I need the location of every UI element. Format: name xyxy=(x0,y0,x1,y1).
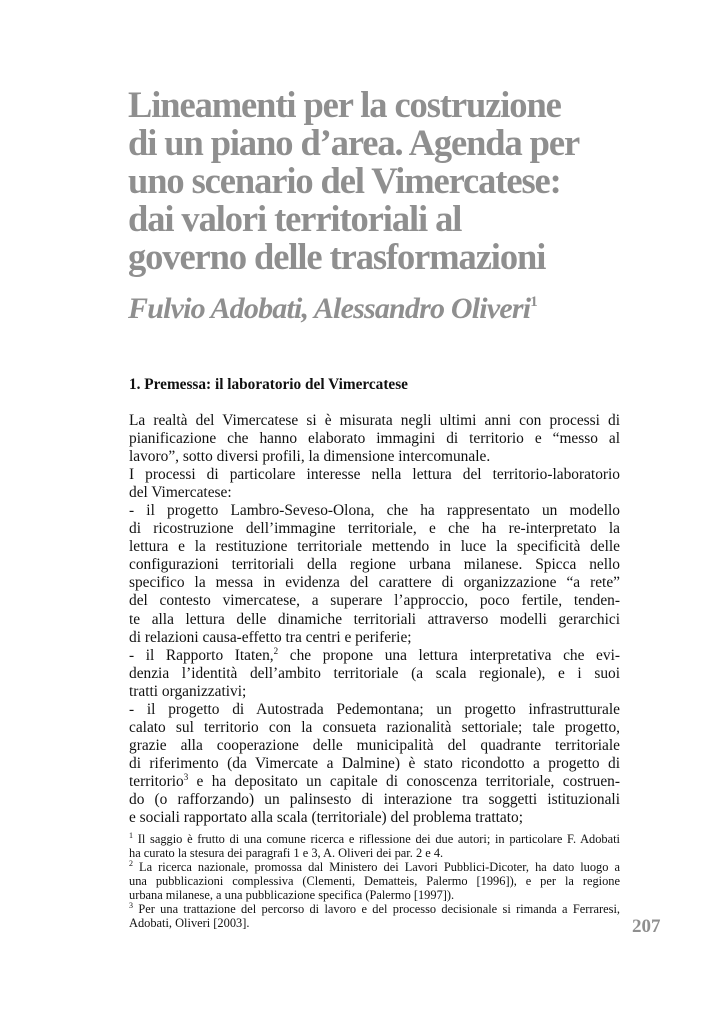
body-line: do (o rafforzando) un palinsesto di interazione tra soggetti istituzionali xyxy=(129,790,620,808)
body-line: tratti organizzativi; xyxy=(129,682,247,700)
body-line: specifico la messa in evidenza del carattere di organizzazione “a rete” xyxy=(129,574,620,592)
body-line: lettura e la restituzione territoriale mettendo in luce la specificità delle xyxy=(129,538,620,556)
footnote-line: urbana milanese, a una pubblicazione specifica (Palermo [1997]). xyxy=(129,888,455,903)
body-line xyxy=(129,773,620,791)
section-heading: 1. Premessa: il laboratorio del Vimercatese xyxy=(129,376,408,393)
body-line: denzia l’identità dell’ambito territoriale (a scala regionale), e i suoi xyxy=(129,664,620,682)
footnote-mark: 2 xyxy=(129,859,133,869)
article-authors xyxy=(128,285,538,326)
title-line: Lineamenti per la costruzione xyxy=(128,84,561,125)
footnote-text: Il saggio è frutto di una comune ricerca e riflessione dei due autori; in particolare F. Adobati xyxy=(133,832,620,846)
body-text xyxy=(129,412,620,827)
footnote-ref: 3 xyxy=(183,771,189,782)
body-line: di ricostruzione dell’immagine territoriale, e che ha re-interpretato la xyxy=(129,520,620,538)
body-line: grazie alla cooperazione delle municipalità del quadrante territoriale xyxy=(129,736,620,754)
article-title xyxy=(128,86,608,276)
body-line xyxy=(129,647,620,665)
footnote-text: La ricerca nazionale, promossa dal Ministero dei Lavori Pubblici-Dicoter, ha dato luogo a xyxy=(133,860,620,875)
body-line: I processi di particolare interesse nella lettura del territorio-laboratorio xyxy=(129,466,620,484)
footnote-mark: 3 xyxy=(129,901,133,911)
footnote-line xyxy=(129,832,620,846)
body-line-part: e ha depositato un capitale di conoscenza territoriale, costruen- xyxy=(188,772,620,790)
title-line: di un piano d’area. Agenda per xyxy=(128,122,580,163)
body-line: lavoro”, sotto diversi profili, la dimensione intercomunale. xyxy=(129,448,491,466)
title-line: dai valori territoriali al xyxy=(128,198,462,239)
body-line: di riferimento (da Vimercate a Dalmine) è stato ricondotto a progetto di xyxy=(129,754,620,772)
page-number: 207 xyxy=(632,916,661,937)
body-line: La realtà del Vimercatese si è misurata negli ultimi anni con processi di xyxy=(129,412,620,429)
body-line: di relazioni causa-effetto tra centri e periferie; xyxy=(129,628,412,646)
body-line: e sociali rapportato alla scala (territoriale) del problema trattato; xyxy=(129,809,523,827)
footnotes xyxy=(129,832,620,930)
footnote-mark: 1 xyxy=(129,831,133,840)
body-line: - il progetto Lambro-Seveso-Olona, che ha rappresentato un modello xyxy=(129,502,620,520)
body-line: configurazioni territoriali della regione urbana milanese. Spicca nello xyxy=(129,556,620,574)
footnote-line: una pubblicazioni complessiva (Clementi, Dematteis, Palermo [1996]), e per la regione xyxy=(129,874,620,889)
author-footnote-mark: 1 xyxy=(530,294,538,310)
footnote-line: Adobati, Oliveri [2003]. xyxy=(129,916,250,931)
body-line: del contesto vimercatese, a superare l’approccio, poco fertile, tenden- xyxy=(129,592,620,610)
footnote-line xyxy=(129,902,620,916)
body-line: te alla lettura delle dinamiche territoriali attraverso modelli gerarchici xyxy=(129,610,620,628)
title-line: uno scenario del Vimercatese: xyxy=(128,160,561,201)
title-line: governo delle trasformazioni xyxy=(128,236,546,277)
author-names: Fulvio Adobati, Alessandro Oliveri xyxy=(128,292,531,325)
footnote-line: ha curato la stesura dei paragrafi 1 e 3, A. Oliveri dei par. 2 e 4. xyxy=(129,846,444,861)
footnote-ref: 2 xyxy=(273,645,279,656)
body-line-part: - il Rapporto Itaten, xyxy=(129,646,274,664)
body-line-part: territorio xyxy=(129,772,184,790)
body-line-part: che propone una lettura interpretativa che evi- xyxy=(278,646,620,664)
body-line: calato sul territorio con la consueta razionalità settoriale; tale progetto, xyxy=(129,718,620,736)
body-line: del Vimercatese: xyxy=(129,484,232,502)
footnote-line xyxy=(129,860,620,874)
body-line: - il progetto di Autostrada Pedemontana; un progetto infrastrutturale xyxy=(129,700,620,718)
body-line: pianificazione che hanno elaborato immagini di territorio e “messo al xyxy=(129,430,620,448)
footnote-text: Per una trattazione del percorso di lavoro e del processo decisionale si rimanda a Ferraresi, xyxy=(133,902,620,917)
